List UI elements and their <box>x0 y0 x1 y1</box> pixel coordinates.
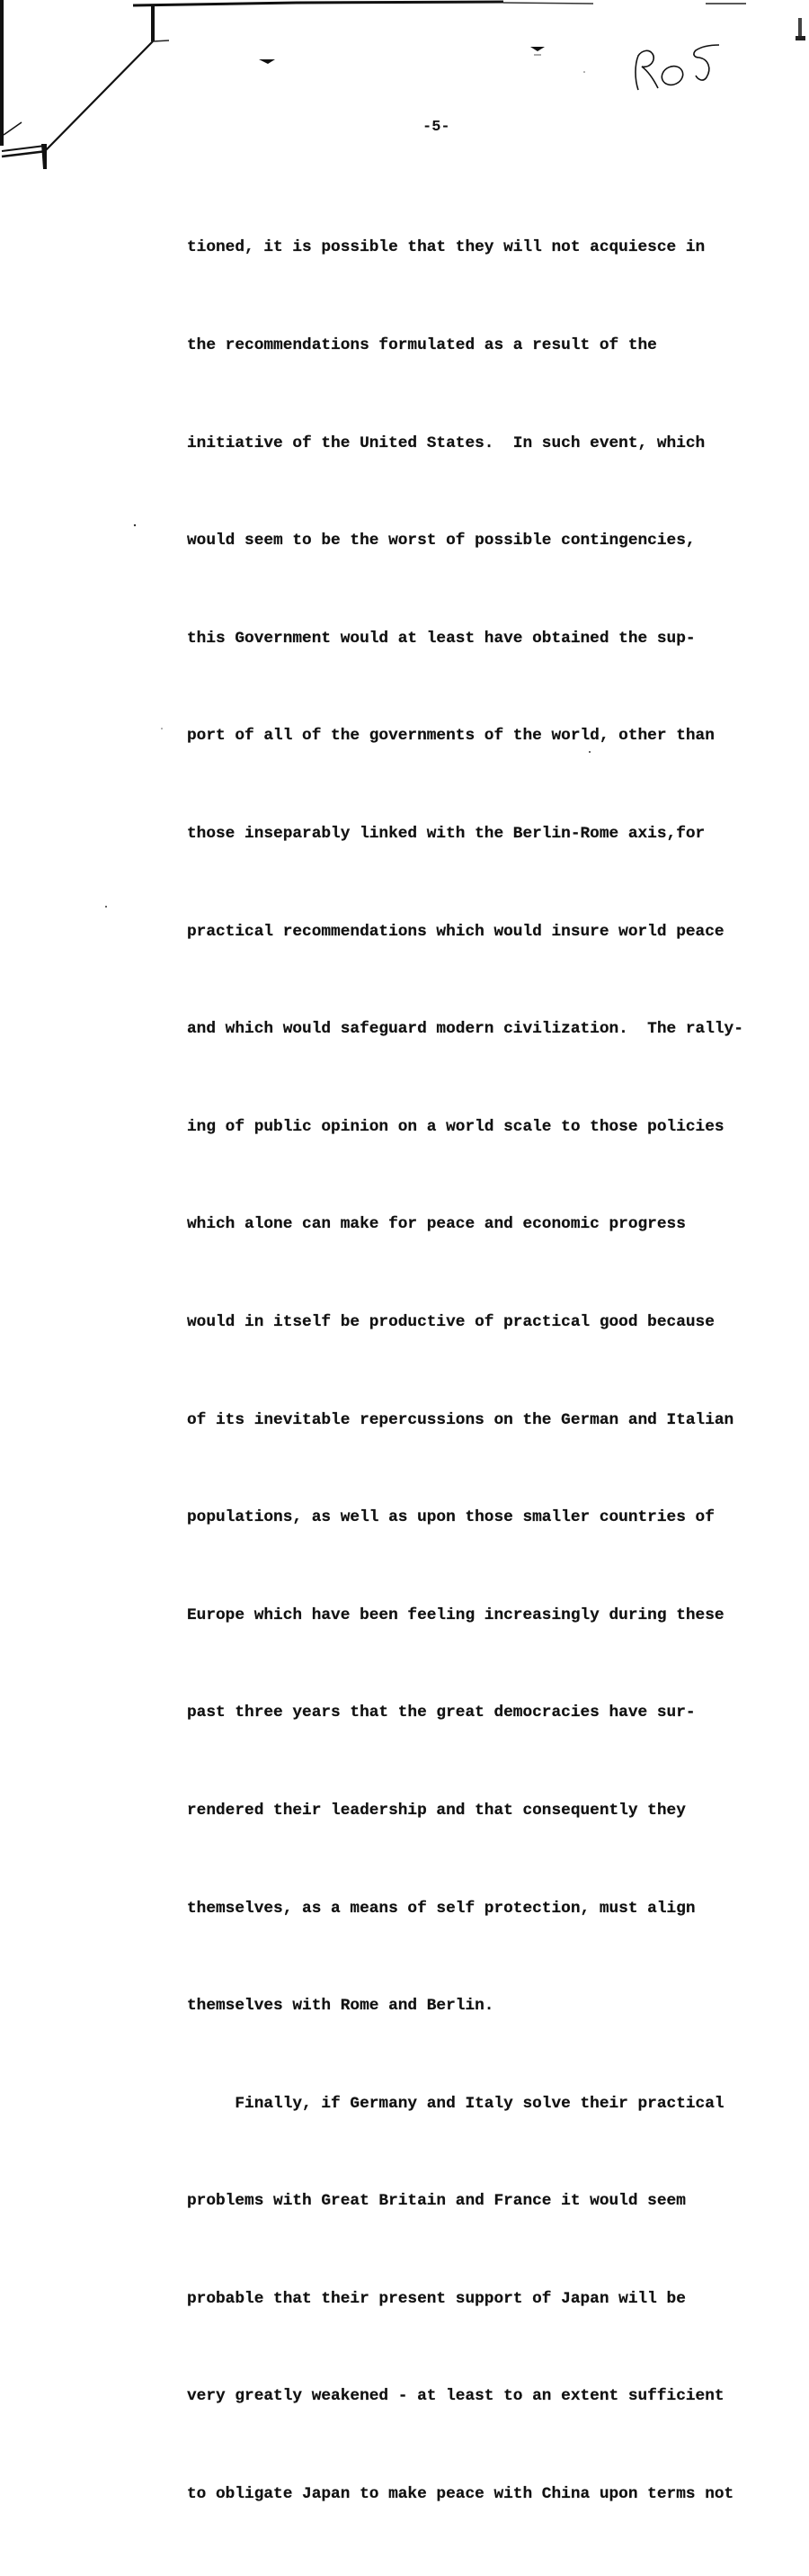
text-line: ing of public opinion on a world scale to those policies <box>187 1117 725 1136</box>
text-line: which alone can make for peace and economic progress <box>187 1215 686 1234</box>
text-line: to obligate Japan to make peace with China upon terms not <box>187 2485 734 2504</box>
text-line: initiative of the United States. In such event, which <box>187 434 706 452</box>
text-line: themselves, as a means of self protection, must align <box>187 1899 696 1918</box>
text-line: rendered their leadership and that consequently they <box>187 1801 686 1820</box>
text-line: probable that their present support of Japan will be <box>187 2289 686 2308</box>
paragraph-start-line: Finally, if Germany and Italy solve their practical <box>187 2094 725 2113</box>
handwritten-annotation <box>629 43 728 94</box>
text-line: would in itself be productive of practical good because <box>187 1312 715 1331</box>
text-line: of its inevitable repercussions on the German and Italian <box>187 1410 734 1429</box>
text-line: this Government would at least have obtained the sup- <box>187 629 696 648</box>
text-line: practical recommendations which would insure world peace <box>187 922 725 941</box>
text-line: Europe which have been feeling increasingly during these <box>187 1606 725 1624</box>
text-line: problems with Great Britain and France it would seem <box>187 2192 686 2211</box>
page-number: -5- <box>422 119 450 136</box>
text-line: themselves with Rome and Berlin. <box>187 1997 494 2016</box>
body-text <box>187 166 780 2576</box>
text-line: would seem to be the worst of possible contingencies, <box>187 532 696 550</box>
text-line: very greatly weakened - at least to an extent sufficient <box>187 2387 725 2406</box>
text-line: port of all of the governments of the world, other than <box>187 727 715 746</box>
text-line: and which would safeguard modern civilization. The rally- <box>187 1020 743 1039</box>
text-line: past three years that the great democracies have sur- <box>187 1704 696 1722</box>
text-line: those inseparably linked with the Berlin-Rome axis,for <box>187 824 706 843</box>
text-line: the recommendations formulated as a result of the <box>187 336 657 354</box>
text-line: populations, as well as upon those smaller countries of <box>187 1508 715 1527</box>
text-line: tioned, it is possible that they will not acquiesce in <box>187 238 706 257</box>
